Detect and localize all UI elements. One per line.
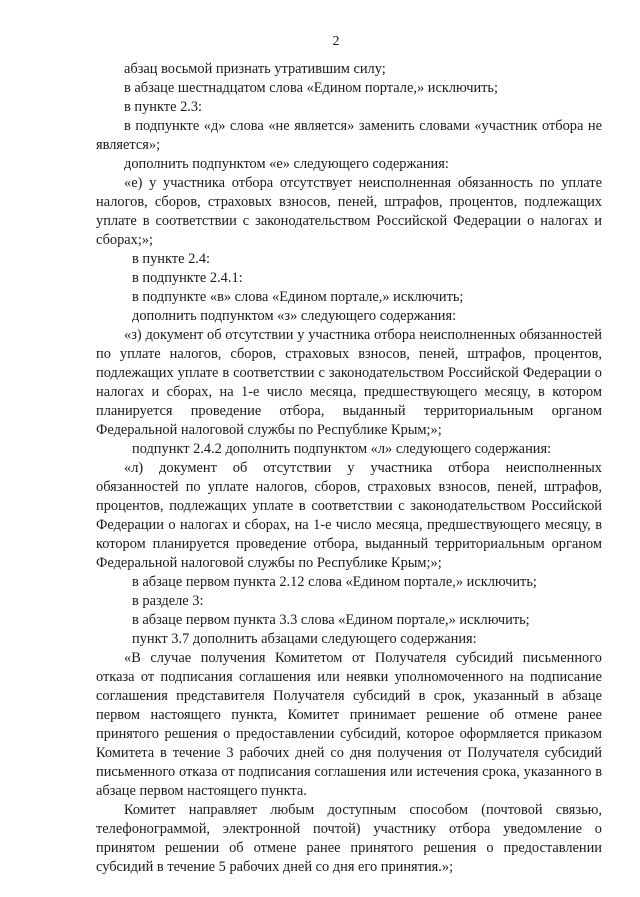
paragraph-10: дополнить подпунктом «з» следующего содержания: — [132, 308, 457, 324]
paragraph-8: в подпункте 2.4.1: — [132, 270, 243, 286]
paragraph-13: «л) документ об отсутствии у участника отбора неисполненных обязанностей по уплате налогов, сборов, страховых взносов, пеней, штрафов, процентов, подлежащих уплате в соответствии с законодательством Российской Федерации о налогах и сборах, на 1-е число месяца, предшествующего месяцу, в котором планируется проведение отбора, выданный территориальным органом Федеральной налоговой службы по Республике Крым;»; — [96, 460, 602, 571]
paragraph-9: в подпункте «в» слова «Едином портале,» исключить; — [132, 289, 464, 305]
paragraph-4: в подпункте «д» слова «не является» заменить словами «участник отбора не является»; — [96, 118, 602, 153]
paragraph-15: в разделе 3: — [132, 593, 204, 609]
paragraph-18: «В случае получения Комитетом от Получателя субсидий письменного отказа от подписания соглашения или неявки уполномоченного на подписание соглашения представителя Получателя субсидий в срок, указанный в абзаце первом настоящего пункта, Комитет принимает решение об отмене ранее принятого решения о предоставлении субсидий, которое оформляется приказом Комитета в течение 3 рабочих дней со дня получения от Получателя субсидий письменного отказа от подписания соглашения или истечения срока, указанного в абзаце первом настоящего пункта. — [96, 650, 602, 799]
paragraph-12: подпункт 2.4.2 дополнить подпунктом «л» следующего содержания: — [132, 441, 552, 457]
paragraph-2: в абзаце шестнадцатом слова «Едином портале,» исключить; — [124, 80, 498, 96]
paragraph-5: дополнить подпунктом «е» следующего содержания: — [124, 156, 449, 172]
paragraph-17: пункт 3.7 дополнить абзацами следующего содержания: — [132, 631, 477, 647]
paragraph-7: в пункте 2.4: — [132, 251, 211, 267]
document-body — [96, 60, 602, 877]
paragraph-14: в абзаце первом пункта 2.12 слова «Едином портале,» исключить; — [132, 574, 537, 590]
paragraph-16: в абзаце первом пункта 3.3 слова «Едином портале,» исключить; — [132, 612, 530, 628]
paragraph-1: абзац восьмой признать утратившим силу; — [124, 61, 386, 77]
paragraph-19: Комитет направляет любым доступным способом (почтовой связью, телефонограммой, электронной почтой) участнику отбора уведомление о принятом решении об отмене ранее принятого решения о предоставлении субсидий в течение 5 рабочих дней со дня его принятия.»; — [96, 802, 602, 875]
page-number: 2 — [332, 34, 340, 49]
paragraph-11: «з) документ об отсутствии у участника отбора неисполненных обязанностей по уплате налогов, сборов, страховых взносов, пеней, штрафов, процентов, подлежащих уплате в соответствии с законодательством Российской Федерации о налогах и сборах, на 1-е число месяца, предшествующего месяцу, в котором планируется проведение отбора, выданный территориальным органом Федеральной налоговой службы по Республике Крым;»; — [96, 327, 602, 438]
paragraph-3: в пункте 2.3: — [124, 99, 203, 115]
paragraph-6: «е) у участника отбора отсутствует неисполненная обязанность по уплате налогов, сборов, страховых взносов, пеней, штрафов, процентов, подлежащих уплате в соответствии с законодательством Российской Федерации о налогах и сборах;»; — [96, 175, 602, 248]
